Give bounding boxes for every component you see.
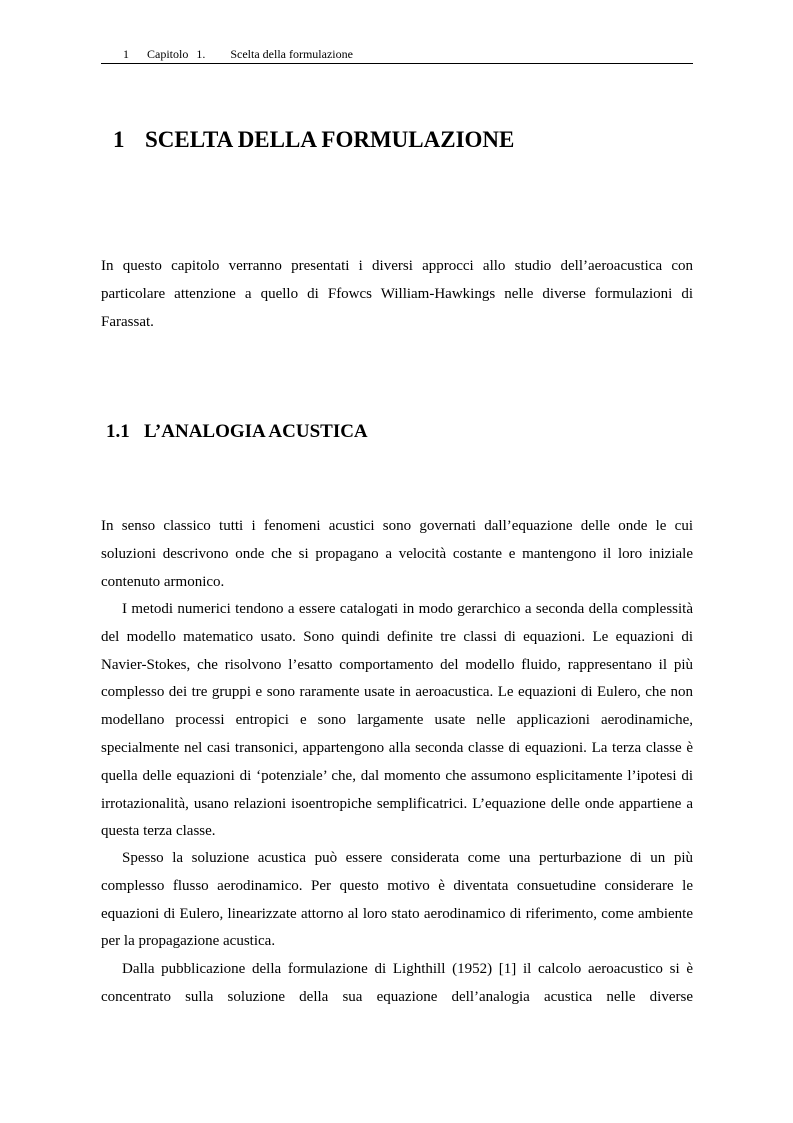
body-paragraph: I metodi numerici tendono a essere catalogati in modo gerarchico a seconda della complessità del modello matematico usato. Sono quindi definite tre classi di equazioni. Le equazioni di Navier-Stokes, che risolvono l’esatto comportamento del modello fluido, rappresentano il più complesso dei tre gruppi e sono raramente usate in aeroacustica. Le equazioni di Eulero, che non modellano processi entropici e sono largamente usate nelle applicazioni aerodinamiche, specialmente nel casi transonici, appartengono alla seconda classe di equazioni. La terza classe è quella delle equazioni di ‘potenziale’ che, dal momento che assumono esplicitamente l’ipotesi di irrotazionalità, usano relazioni isoentropiche semplificatrici. L’equazione delle onde appartiene a questa terza classe. (101, 601, 693, 840)
body-paragraph: Dalla pubblicazione della formulazione di Lighthill (1952) [1] il calcolo aeroacustico si è concentrato sulla soluzione della sua equazione dell’analogia acustica nelle diverse (101, 961, 693, 1005)
intro-paragraph: In questo capitolo verranno presentati i diversi approcci allo studio dell’aeroacustica con particolare attenzione a quello di Ffowcs William-Hawkings nelle diverse formulazioni di Farassat. (101, 258, 693, 330)
body-paragraph: Spesso la soluzione acustica può essere considerata come una perturbazione di un più complesso flusso aerodinamico. Per questo motivo è diventata consuetudine considerare le equazioni di Eulero, linearizzate attorno al loro stato aerodinamico di riferimento, come ambiente per la propagazione acustica. (101, 850, 693, 950)
section-number: 1.1 (106, 421, 130, 442)
chapter-heading (113, 126, 514, 154)
running-header (101, 47, 693, 61)
header-page-number: 1 (123, 47, 129, 61)
header-rule (101, 63, 693, 64)
header-chapter-number: 1. (196, 47, 206, 61)
section-heading (106, 421, 368, 443)
header-chapter-label: Capitolo (147, 47, 189, 61)
chapter-number: 1 (113, 127, 125, 152)
header-chapter-title: Scelta della formulazione (230, 47, 353, 61)
section-title: L’ANALOGIA ACUSTICA (144, 421, 368, 442)
chapter-title: SCELTA DELLA FORMULAZIONE (145, 127, 515, 152)
body-paragraph: In senso classico tutti i fenomeni acustici sono governati dall’equazione delle onde le cui soluzioni descrivono onde che si propagano a velocità costante e mantengono il loro iniziale contenuto armonico. (101, 518, 693, 590)
